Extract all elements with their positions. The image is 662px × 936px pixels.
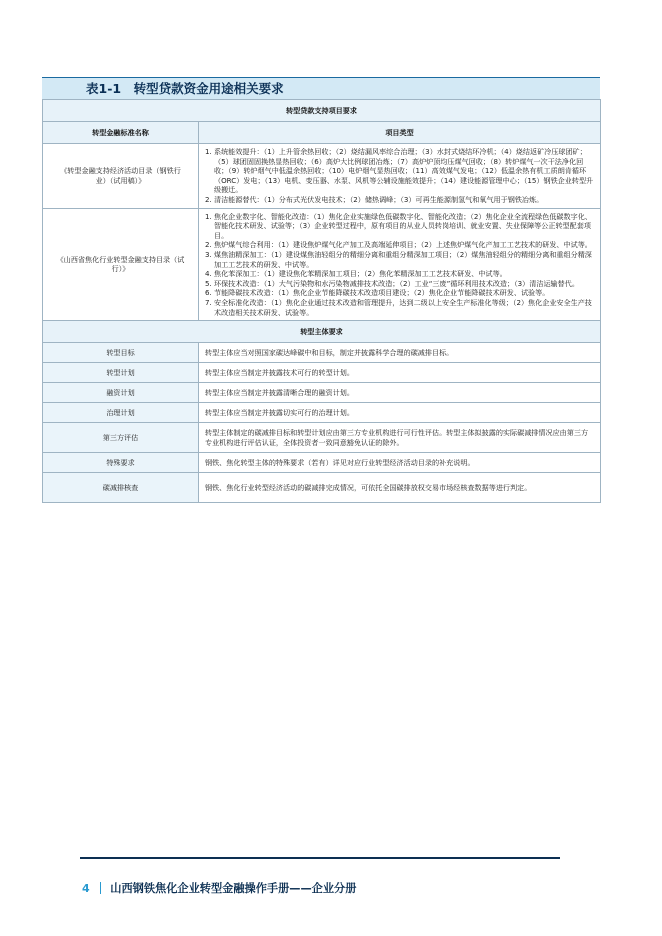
list-item: 2. 焦炉煤气综合利用：（1）建设焦炉煤气化产加工及高端延伸项目；（2）上述焦炉煤气化产加工工艺技术的研发、中试等。 <box>205 240 592 250</box>
requirement-text: 钢铁、焦化行业转型经济活动的碳减排完成情况，可依托全国碳排放权交易市场经核查数据等进行判定。 <box>199 473 601 503</box>
table-row <box>43 208 601 321</box>
table-row <box>43 343 601 363</box>
table-title: 表1-1 转型贷款资金用途相关要求 <box>42 77 600 99</box>
requirement-label: 碳减排核查 <box>43 473 199 503</box>
table-row <box>43 423 601 453</box>
requirement-label: 第三方评估 <box>43 423 199 453</box>
list-item: 1. 焦化企业数字化、智能化改造：（1）焦化企业实施绿色低碳数字化、智能化改造；（2）焦化企业全流程绿色低碳数字化、智能化技术研发、试验等；（3）企业转型过程中，原有项目的从业人员转岗培训、就业安置、失业保障等公正转型配套项目。 <box>205 211 592 240</box>
table-row <box>43 383 601 403</box>
table-row <box>43 453 601 473</box>
list-item: 7. 安全标准化改造：（1）焦化企业通过技术改造和管理提升，达到二级以上安全生产标准化等级；（2）焦化企业安全生产技术改造相关技术研发、试验等。 <box>205 297 592 317</box>
requirement-label: 转型计划 <box>43 363 199 383</box>
requirement-text: 转型主体应当对照国家碳达峰碳中和目标，制定并披露科学合理的碳减排目标。 <box>199 343 601 363</box>
page-footer <box>82 880 356 896</box>
section-header-entity: 转型主体要求 <box>43 321 601 343</box>
page-number: 4 <box>82 881 90 895</box>
column-header-type: 项目类型 <box>199 122 601 144</box>
standard-name: 《转型金融支持经济活动目录（钢铁行业）（试用稿）》 <box>43 144 199 209</box>
section-header-projects: 转型贷款支持项目要求 <box>43 100 601 122</box>
requirement-text: 转型主体应当制定并披露切实可行的治理计划。 <box>199 403 601 423</box>
project-types <box>199 208 601 321</box>
standard-name: 《山西省焦化行业转型金融支持目录（试行）》 <box>43 208 199 321</box>
requirements-table-block <box>42 77 600 503</box>
list-item: 5. 环保技术改造：（1）大气污染物和水污染物减排技术改造；（2）工业“三废”循环利用技术改造；（3）清洁运输替代。 <box>205 278 579 288</box>
table-row <box>43 144 601 209</box>
project-type-list <box>205 212 596 318</box>
table-row <box>43 473 601 503</box>
list-item: 6. 节能降碳技术改造：（1）焦化企业节能降碳技术改造项目建设；（2）焦化企业节能降碳技术研发、试验等。 <box>205 288 550 298</box>
requirement-label: 特殊要求 <box>43 453 199 473</box>
requirement-text: 转型主体应当制定并披露清晰合理的融资计划。 <box>199 383 601 403</box>
footer-divider <box>80 857 560 859</box>
column-header-standard: 转型金融标准名称 <box>43 122 199 144</box>
project-types <box>199 144 601 209</box>
requirement-text: 转型主体应当制定并披露技术可行的转型计划。 <box>199 363 601 383</box>
table-row <box>43 363 601 383</box>
requirement-label: 转型目标 <box>43 343 199 363</box>
project-type-list <box>205 147 596 205</box>
list-item: 3. 煤焦油精深加工：（1）建设煤焦油轻组分的精细分离和重组分精深加工项目；（2）煤焦油轻组分的精细分离和重组分精深加工工艺技术的研发、中试等。 <box>205 249 592 269</box>
requirement-text: 转型主体制定的碳减排目标和转型计划应由第三方专业机构进行可行性评估。转型主体拟披露的实际碳减排情况应由第三方专业机构进行评估认证，全体投资者一致同意豁免认证的除外。 <box>199 423 601 453</box>
requirements-table <box>42 99 601 503</box>
requirement-label: 融资计划 <box>43 383 199 403</box>
footer-title: 山西钢铁焦化企业转型金融操作手册——企业分册 <box>110 882 357 895</box>
list-item: 1. 系统能效提升：（1）上升管余热回收；（2）烧结漏风率综合治理；（3）水封式烧结环冷机；（4）烧结返矿冷压球团矿；（5）球团固固换热显热回收；（6）高炉大比例球团冶炼；（7）高炉炉顶均压煤气回收；（8）转炉煤气一次干法净化回收；（9）转炉烟气中低温余热回收；（10）电炉烟气显热回收；（11）高效煤气发电；（12）低温余热有机工质朗肯循环（ORC）发电；（13）电机、变压器、水泵、风机等公辅设施能效提升；（14）建设能源管理中心；（15）钢铁企业转型升级搬迁。 <box>205 147 594 195</box>
requirement-label: 治理计划 <box>43 403 199 423</box>
table-row <box>43 403 601 423</box>
list-item: 4. 焦化苯深加工：（1）建设焦化苯精深加工项目；（2）焦化苯精深加工工艺技术研发、中试等。 <box>205 269 507 279</box>
requirement-text: 钢铁、焦化转型主体的特殊要求（若有）详见对应行业转型经济活动目录的补充说明。 <box>199 453 601 473</box>
footer-separator <box>100 882 101 894</box>
list-item: 2. 清洁能源替代：（1）分布式光伏发电技术；（2）储热调峰；（3）可再生能源制氢气和氧气用于钢铁冶炼。 <box>205 194 544 204</box>
